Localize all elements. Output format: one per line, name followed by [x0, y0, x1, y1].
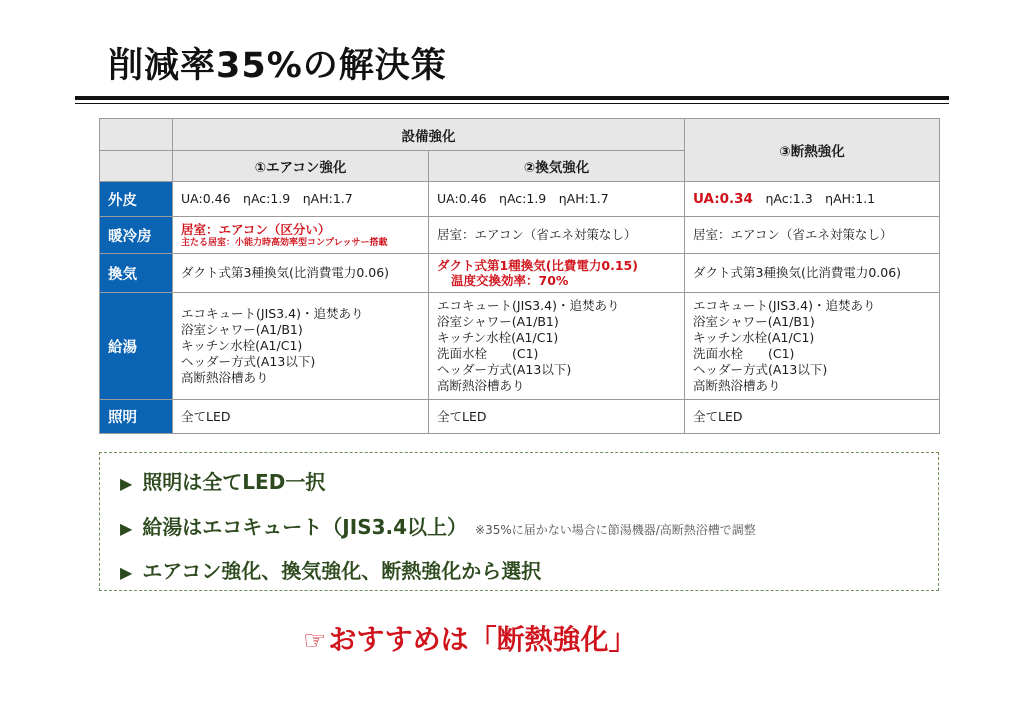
water-ventilation-line: 浴室シャワー(A1/B1): [437, 314, 559, 329]
water-aircon-line: ヘッダー方式(A13以下): [181, 354, 316, 369]
row-label-light: 照明: [100, 400, 173, 434]
table-row: [100, 254, 940, 293]
cell-hvac-insulation: 居室：エアコン（省エネ対策なし）: [685, 217, 940, 254]
title-rule-thick: [75, 96, 949, 100]
water-ventilation-line: キッチン水栓(A1/C1): [437, 330, 559, 345]
bullet-select-text: エアコン強化、換気強化、断熱強化から選択: [142, 559, 542, 583]
triangle-bullet-icon: ▶: [120, 474, 133, 493]
water-insulation-line: 浴室シャワー(A1/B1): [693, 314, 815, 329]
triangle-bullet-icon: ▶: [120, 563, 133, 582]
recommendation-text: おすすめは「断熱強化」: [328, 623, 637, 656]
water-insulation-line: キッチン水栓(A1/C1): [693, 330, 815, 345]
water-aircon-line: 高断熱浴槽あり: [181, 370, 269, 385]
water-ventilation-line: エコキュート(JIS3.4)・追焚あり: [437, 298, 620, 313]
cell-light-ventilation: 全てLED: [429, 400, 685, 434]
water-aircon-line: キッチン水栓(A1/C1): [181, 338, 303, 353]
page-title: 削減率35%の解決策: [108, 46, 447, 86]
bullet-select: [120, 555, 541, 584]
cell-water-aircon: [173, 293, 429, 400]
bullet-hot-water-text: 給湯はエコキュート（JIS3.4以上）: [142, 515, 468, 539]
cell-vent-insulation: ダクト式第3種換気(比消費電力0.06): [685, 254, 940, 293]
col-header-ventilation: ②換気強化: [429, 151, 685, 182]
skin-insulation-rest: ηAc:1.3 ηAH:1.1: [752, 191, 876, 206]
cell-skin-ventilation: UA:0.46 ηAc:1.9 ηAH:1.7: [429, 182, 685, 217]
water-insulation-line: エコキュート(JIS3.4)・追焚あり: [693, 298, 876, 313]
vent-ventilation-line1: ダクト式第1種換気(比費電力0.15): [437, 258, 638, 273]
comparison-table: [99, 118, 940, 434]
hvac-aircon-sub: 主たる居室：小能力時高効率型コンプレッサー搭載: [181, 237, 388, 248]
cell-water-insulation: [685, 293, 940, 400]
hvac-aircon-main: 居室：エアコン（区分い）: [181, 221, 331, 237]
cell-light-insulation: 全てLED: [685, 400, 940, 434]
bullet-lighting: [120, 466, 325, 495]
recommendation: [303, 618, 637, 658]
col-header-insulation: ③断熱強化: [685, 119, 940, 182]
table-row: [100, 182, 940, 217]
bullet-hot-water: [120, 511, 756, 540]
water-insulation-line: 洗面水栓 (C1): [693, 346, 795, 361]
table-row: [100, 293, 940, 400]
table-row: [100, 217, 940, 254]
vent-ventilation-line2: 温度交換効率：70%: [451, 273, 569, 288]
water-ventilation-line: 高断熱浴槽あり: [437, 378, 525, 393]
cell-light-aircon: 全てLED: [173, 400, 429, 434]
row-label-water: 給湯: [100, 293, 173, 400]
cell-skin-aircon: UA:0.46 ηAc:1.9 ηAH:1.7: [173, 182, 429, 217]
title-rule-thin: [75, 103, 949, 104]
row-label-skin: 外皮: [100, 182, 173, 217]
corner-cell: [100, 119, 173, 151]
row-label-vent: 換気: [100, 254, 173, 293]
triangle-bullet-icon: ▶: [120, 519, 133, 538]
water-ventilation-line: 洗面水栓 (C1): [437, 346, 539, 361]
cell-vent-ventilation: [429, 254, 685, 293]
cell-hvac-ventilation: 居室：エアコン（省エネ対策なし）: [429, 217, 685, 254]
water-aircon-line: 浴室シャワー(A1/B1): [181, 322, 303, 337]
water-ventilation-line: ヘッダー方式(A13以下): [437, 362, 572, 377]
bullet-hot-water-note: ※35%に届かない場合に節湯機器/高断熱浴槽で調整: [475, 523, 756, 537]
cell-hvac-aircon: [173, 217, 429, 254]
cell-vent-aircon: ダクト式第3種換気(比消費電力0.06): [173, 254, 429, 293]
cell-water-ventilation: [429, 293, 685, 400]
cell-skin-insulation: [685, 182, 940, 217]
ua-highlight: UA:0.34: [693, 191, 753, 207]
water-aircon-line: エコキュート(JIS3.4)・追焚あり: [181, 306, 364, 321]
group-header: 設備強化: [173, 119, 685, 151]
row-label-hvac: 暖冷房: [100, 217, 173, 254]
table-row: [100, 400, 940, 434]
col-header-aircon: ①エアコン強化: [173, 151, 429, 182]
corner-cell-2: [100, 151, 173, 182]
pointing-hand-icon: ☞: [303, 626, 327, 656]
water-insulation-line: 高断熱浴槽あり: [693, 378, 781, 393]
bullet-lighting-text: 照明は全てLED一択: [142, 470, 326, 494]
water-insulation-line: ヘッダー方式(A13以下): [693, 362, 828, 377]
